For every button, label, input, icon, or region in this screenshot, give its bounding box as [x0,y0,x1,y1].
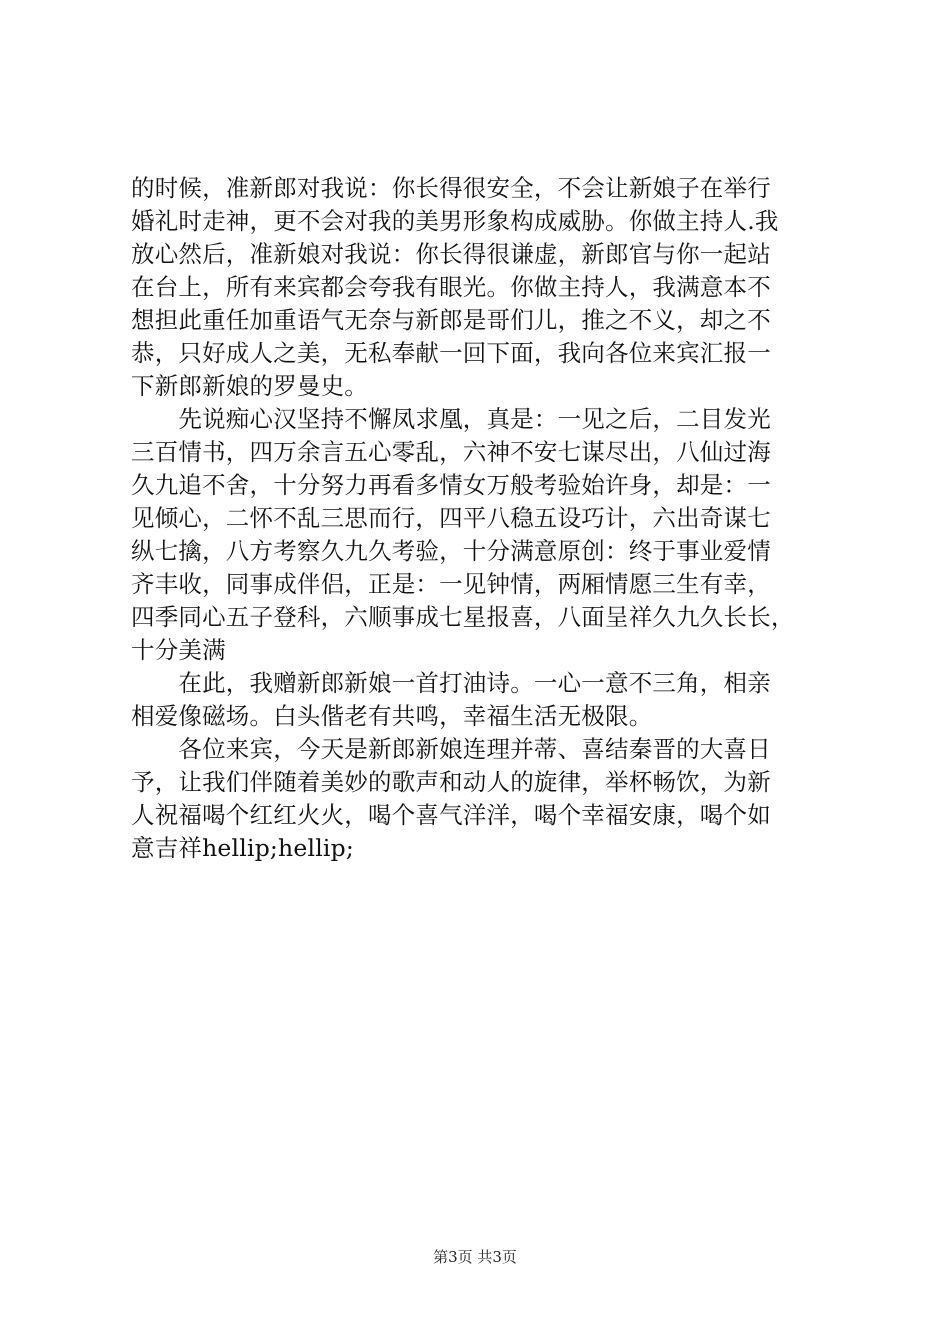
text-line: 想担此重任加重语气无奈与新郎是哥们儿，推之不义，却之不 [131,306,771,334]
text-line: 意吉祥hellip;hellip; [131,834,355,862]
text-line: 各位来宾，今天是新郎新娘连理并蒂、喜结秦晋的大喜日 [131,735,771,763]
body-text [131,172,831,865]
text-line: 下新郎新娘的罗曼史。 [131,372,368,400]
text-line: 四季同心五子登科，六顺事成七星报喜，八面呈祥久九久长长， [131,603,795,631]
text-line: 见倾心，二怀不乱三思而行，四平八稳五设巧计，六出奇谋七 [131,504,771,532]
text-line: 在台上，所有来宾都会夸我有眼光。你做主持人，我满意本不 [131,273,771,301]
text-line: 相爱像磁场。白头偕老有共鸣，幸福生活无极限。 [131,702,653,730]
text-line: 的时候，准新郎对我说：你长得很安全，不会让新娘子在举行 [131,174,771,202]
text-line: 予，让我们伴随着美妙的歌声和动人的旋律，举杯畅饮，为新 [131,768,771,796]
text-line: 放心然后，准新娘对我说：你长得很谦虚，新郎官与你一起站 [131,240,771,268]
text-line: 齐丰收，同事成伴侣，正是：一见钟情，两厢情愿三生有幸， [131,570,771,598]
text-line: 久九追不舍，十分努力再看多情女万般考验始许身，却是：一 [131,471,771,499]
text-line: 人祝福喝个红红火火，喝个喜气洋洋，喝个幸福安康，喝个如 [131,801,771,829]
text-line: 纵七擒，八方考察久九久考验，十分满意原创：终于事业爱情 [131,537,771,565]
text-line: 恭，只好成人之美，无私奉献一回下面，我向各位来宾汇报一 [131,339,771,367]
text-line: 婚礼时走神，更不会对我的美男形象构成威胁。你做主持人.我 [131,207,779,235]
text-line: 十分美满 [131,636,226,664]
text-line: 三百情书，四万余言五心零乱，六神不安七谋尽出，八仙过海 [131,438,771,466]
page-number-footer: 第3页 共3页 [433,1248,517,1266]
text-line: 先说痴心汉坚持不懈凤求凰，真是：一见之后，二目发光 [131,405,771,433]
text-line: 在此，我赠新郎新娘一首打油诗。一心一意不三角，相亲 [131,669,771,697]
